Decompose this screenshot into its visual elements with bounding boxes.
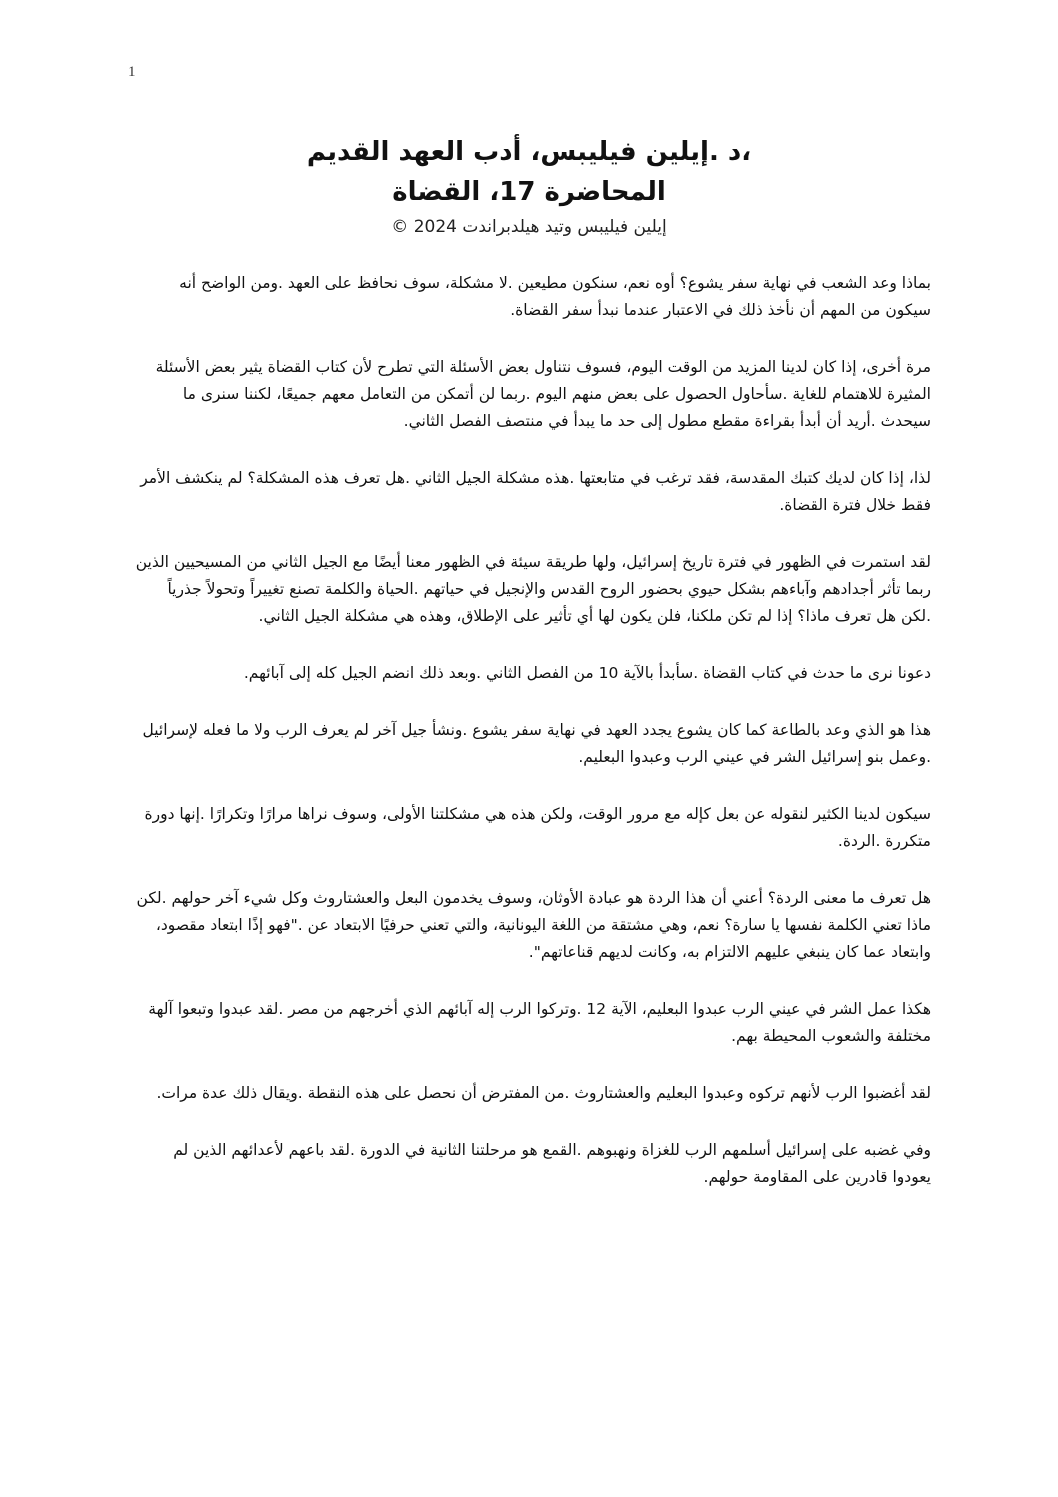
paragraph: مرة أخرى، إذا كان لدينا المزيد من الوقت اليوم، فسوف نتناول بعض الأسئلة التي تطرح لأن كتاب القضاة يثير بعض الأسئلة المثيرة للاهتمام للغاية .سأحاول الحصول على بعض منهم اليوم .ربما لن أتمكن من التعامل معهم جميعًا، لكننا سنرى ما سيحدث .أريد أن أبدأ بقراءة مقطع مطول إلى حد ما يبدأ في منتصف الفصل الثاني. xyxy=(155,358,931,430)
paragraph: هكذا عمل الشر في عيني الرب عبدوا البعليم، الآية 12 .وتركوا الرب إله آبائهم الذي أخرجهم من مصر .لقد عبدوا وتبعوا آلهة مختلفة والشعوب المحيطة بهم. xyxy=(148,1000,931,1045)
paragraph: دعونا نرى ما حدث في كتاب القضاة .سأبدأ بالآية 10 من الفصل الثاني .وبعد ذلك انضم الجيل كله إلى آبائهم. xyxy=(243,664,931,682)
document-body xyxy=(135,270,931,1221)
paragraph: لذا، إذا كان لديك كتبك المقدسة، فقد ترغب في متابعتها .هذه مشكلة الجيل الثاني .هل تعرف هذه المشكلة؟ لم ينكشف الأمر فقط خلال فترة القضاة. xyxy=(140,469,931,514)
paragraph: لقد أغضبوا الرب لأنهم تركوه وعبدوا البعليم والعشتاروث .من المفترض أن نحصل على هذه النقطة .ويقال ذلك عدة مرات. xyxy=(156,1084,931,1102)
document-header xyxy=(120,132,938,242)
paragraph: هل تعرف ما معنى الردة؟ أعني أن هذا الردة هو عبادة الأوثان، وسوف يخدمون البعل والعشتاروث وكل شيء آخر حولهم .لكن ماذا تعني الكلمة نفسها يا سارة؟ نعم، وهي مشتقة من اللغة اليونانية، والتي تعني حرفيًا الابتعاد عن ."فهو إذًا ابتعاد مقصود، وابتعاد عما كان ينبغي عليهم الالتزام به، وكانت لديهم قناعاتهم". xyxy=(136,889,931,961)
paragraph: هذا هو الذي وعد بالطاعة كما كان يشوع يجدد العهد في نهاية سفر يشوع .ونشأ جيل آخر لم يعرف الرب ولا ما فعله لإسرائيل .وعمل بنو إسرائيل الشر في عيني الرب وعبدوا البعليم. xyxy=(142,721,931,766)
paragraph: لقد استمرت في الظهور في فترة تاريخ إسرائيل، ولها طريقة سيئة في الظهور معنا أيضًا مع الجيل الثاني من المسيحيين الذين ربما تأثر أجدادهم وآباءهم بشكل حيوي بحضور الروح القدس والإنجيل في حياتهم .الحياة والكلمة تصنع تغييراً وتحولاً جذرياً .لكن هل تعرف ماذا؟ إذا لم تكن ملكنا، فلن يكون لها أي تأثير على الإطلاق، وهذه هي مشكلة الجيل الثاني. xyxy=(135,553,931,625)
paragraph: وفي غضبه على إسرائيل أسلمهم الرب للغزاة ونهبوهم .القمع هو مرحلتنا الثانية في الدورة .لقد باعهم لأعدائهم الذين لم يعودوا قادرين على المقاومة حولهم. xyxy=(173,1141,931,1186)
paragraph: بماذا وعد الشعب في نهاية سفر يشوع؟ أوه نعم، سنكون مطيعين .لا مشكلة، سوف نحافظ على العهد .ومن الواضح أنه سيكون من المهم أن نأخذ ذلك في الاعتبار عندما نبدأ سفر القضاة. xyxy=(179,274,931,319)
copyright-line: إيلين فيليبس وتيد هيلدبراندت 2024 © xyxy=(391,217,667,237)
lecture-title: المحاضرة 17، القضاة xyxy=(392,177,666,207)
page-number: 1 xyxy=(128,64,136,80)
document-title: ،د .إيلين فيليبس، أدب العهد القديم xyxy=(306,137,752,167)
paragraph: سيكون لدينا الكثير لنقوله عن بعل كإله مع مرور الوقت، ولكن هذه هي مشكلتنا الأولى، وسوف نراها مرارًا وتكرارًا .إنها دورة متكررة .الردة. xyxy=(144,805,931,850)
